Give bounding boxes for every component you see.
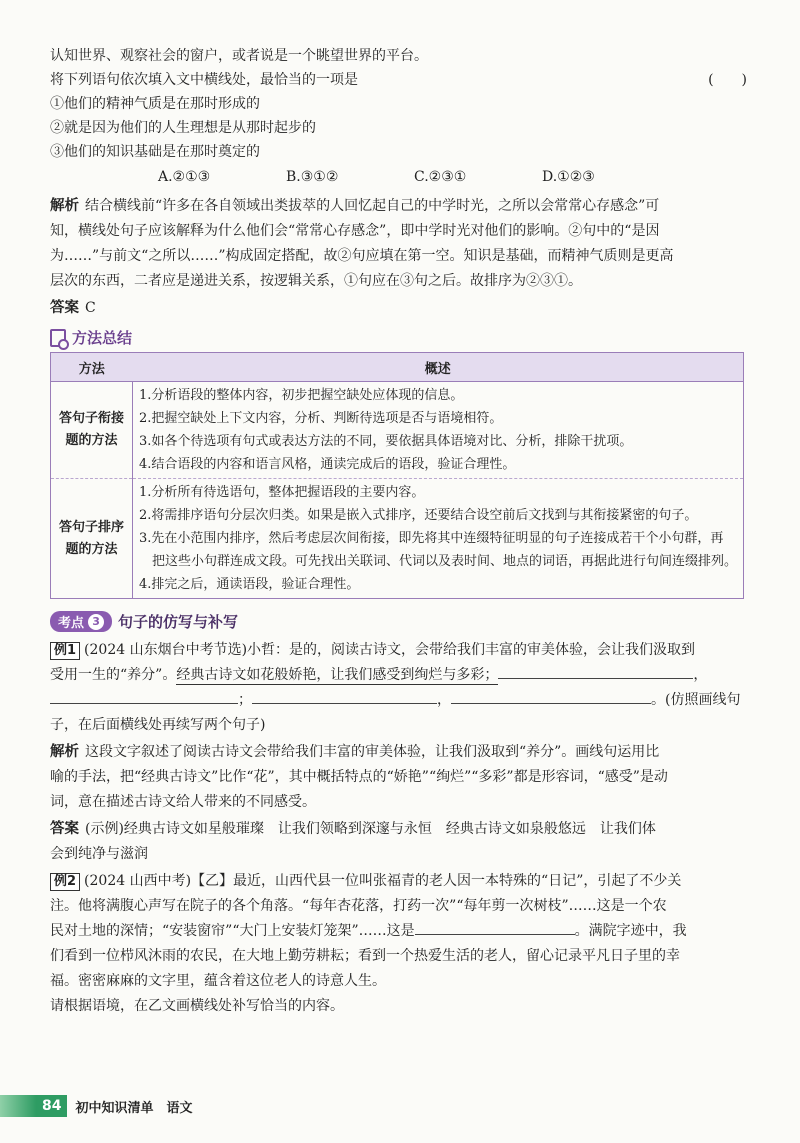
answer-paren: ( ) [708, 72, 747, 88]
example-tag: 例2 [50, 873, 80, 891]
fill-blank[interactable] [498, 664, 693, 679]
footer-bar [0, 1095, 36, 1117]
document-search-icon [50, 329, 66, 347]
fill-blank[interactable] [451, 689, 651, 704]
choice-c: C.②③① [414, 169, 467, 185]
method-item: 4.结合语段的内容和语言风格，通读完成后的语段，验证合理性。 [138, 457, 516, 472]
table-row [51, 479, 744, 599]
method-item: 把这些小句群连成文段。可先找出关联词、代词以及表时间、地点的词语，再据此进行句间连缀排列。 [138, 554, 737, 569]
choice-b: B.③①② [286, 169, 339, 185]
fill-blank[interactable] [252, 689, 437, 704]
analysis-line: 结合横线前“许多在各自领域出类拔萃的人回忆起自己的中学时光，之所以会常常心存感念”可 [85, 198, 660, 214]
analysis-line: 层次的东西，二者应是递进关系，按逻辑关系，①句应在③句之后。故排序为②③①。 [50, 273, 582, 289]
analysis-label: 解析 [50, 744, 79, 760]
kaodian-title: 句子的仿写与补写 [118, 613, 239, 631]
page-content [50, 44, 755, 1019]
example-tag: 例1 [50, 642, 80, 660]
page-footer [0, 1094, 193, 1118]
intro-line: 认知世界、观察社会的窗户，或者说是一个眺望世界的平台。 [50, 48, 428, 64]
method-item: 4.排完之后，通读语段，验证合理性。 [138, 577, 360, 592]
choice-d: D.①②③ [542, 169, 595, 185]
question-text: 将下列语句依次填入文中横线处，最恰当的一项是 [50, 72, 358, 88]
question-line [50, 68, 755, 92]
option-sentence-3: ③他们的知识基础是在那时奠定的 [50, 144, 260, 160]
example-2: 例2 (2024 山西中考)【乙】最近，山西代县一位叫张福青的老人因一本特殊的“日记”，引起了不少关 注。他将满腹心声写在院子的各个角落。“每年杏花落，打药一次”“每年剪一次树枝”……这是一个农 民对土地的深情；“安装窗帘”“大门上安装灯笼架”……这是 。满院字迹中，我 们看到一位栉风沐雨的农民，在大地上勤劳耕耘；看到一个热爱生活的老人，留心记录平凡日子里的幸 福。密密麻麻的文字里，蕴含着这位老人的诗意人生。 请根据语境，在乙文画横线处补写恰当的内容。 [50, 869, 755, 1019]
method-items [132, 479, 743, 599]
method-category: 答句子衔接 题的方法 [51, 382, 133, 479]
analysis-1 [50, 194, 755, 294]
analysis-2: 解析 这段文字叙述了阅读古诗文会带给我们丰富的审美体验，让我们汲取到“养分”。画线句运用比 喻的手法，把“经典古诗文”比作“花”，其中概括特点的“娇艳”“绚烂”“多彩”都是形容词，“感受”是动 词，意在描述古诗文给人带来的不同感受。 [50, 744, 668, 810]
answer-1 [50, 296, 755, 321]
analysis-line: 知，横线处句子应该解释为什么他们会“常常心存感念”，即中学时光对他们的影响。②句中的“是因 [50, 223, 660, 239]
method-item: 2.把握空缺处上下文内容，分析、判断待选项是否与语境相符。 [138, 411, 503, 426]
table-row [51, 382, 744, 479]
analysis-label: 解析 [50, 198, 79, 214]
underlined-sentence: 经典古诗文如花般娇艳，让我们感受到绚烂与多彩； [176, 667, 499, 683]
answer-value: C [85, 300, 96, 316]
page-number: 84 [36, 1095, 67, 1117]
method-summary-title: 方法总结 [72, 329, 133, 347]
method-item: 1.分析所有待选语句，整体把握语段的主要内容。 [138, 485, 425, 500]
analysis-line: 为……”与前文“之所以……”构成固定搭配，故②句应填在第一空。知识是基础，而精神气质则是更高 [50, 248, 674, 264]
option-sentence-2: ②就是因为他们的人生理想是从那时起步的 [50, 120, 316, 136]
table-header-overview: 概述 [132, 353, 743, 382]
answer-2: 答案 (示例)经典古诗文如星般璀璨 让我们领略到深邃与永恒 经典古诗文如泉般悠远 让我们体 会到纯净与滋润 [50, 821, 656, 862]
table-header-method: 方法 [51, 353, 133, 382]
choice-a: A.②①③ [158, 169, 211, 185]
answer-label: 答案 [50, 300, 79, 316]
method-category: 答句子排序 题的方法 [51, 479, 133, 599]
fill-blank[interactable] [415, 920, 575, 935]
fill-blank[interactable] [50, 689, 238, 704]
method-item: 2.将需排序语句分层次归类。如果是嵌入式排序，还要结合设空前后文找到与其衔接紧密的句子。 [138, 508, 698, 523]
method-table [50, 352, 744, 599]
choice-list [50, 164, 755, 190]
kaodian-badge: 考点 3 [50, 611, 112, 632]
method-item: 3.先在小范围内排序，然后考虑层次间衔接，即先将其中连缀特征明显的句子连接成若干个小句群，再 [138, 531, 724, 546]
answer-label: 答案 [50, 821, 79, 837]
method-items [132, 382, 743, 479]
method-summary-heading [50, 327, 755, 348]
example-1: 例1 (2024 山东烟台中考节选)小哲：是的，阅读古诗文，会带给我们丰富的审美体验，会让我们汲取到 受用一生的“养分”。经典古诗文如花般娇艳，让我们感受到绚烂与多彩； ， ； ， 。(仿照画线句 子，在后面横线处再续写两个句子) [50, 642, 741, 733]
method-item: 3.如各个待选项有句式或表达方法的不同，要依据具体语境对比、分析，排除干扰项。 [138, 434, 633, 449]
kaodian-heading [50, 611, 755, 632]
method-item: 1.分析语段的整体内容，初步把握空缺处应体现的信息。 [138, 388, 464, 403]
option-sentence-1: ①他们的精神气质是在那时形成的 [50, 96, 260, 112]
instruction: 请根据语境，在乙文画横线处补写恰当的内容。 [50, 998, 344, 1014]
book-title: 初中知识清单 语文 [75, 1100, 193, 1116]
